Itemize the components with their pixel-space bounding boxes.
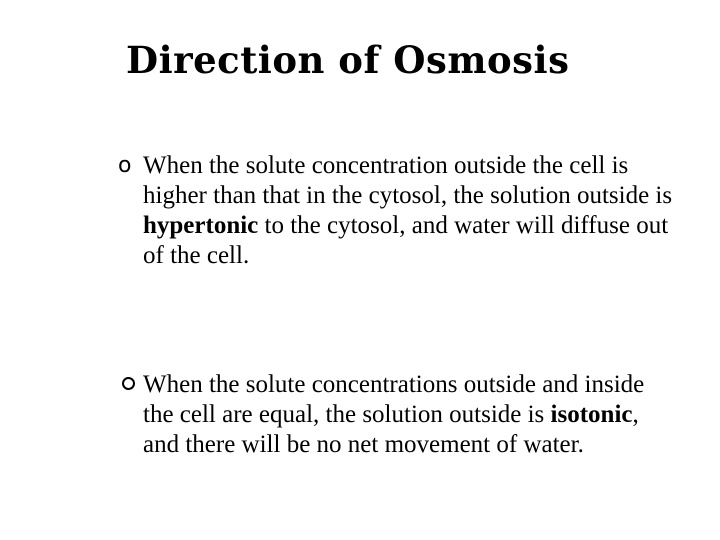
- bullet-text: [143, 151, 678, 271]
- bullet-bold-term: isotonic: [550, 401, 633, 428]
- bullet-circle-icon: [122, 377, 135, 390]
- bullet-text-end: , and there will be no net movement of water.: [143, 401, 639, 458]
- bullet-text-end: to the cytosol, and water will diffuse out of the cell.: [143, 212, 669, 269]
- slide-title: Direction of Osmosis: [126, 38, 570, 82]
- bullet-marker: o: [118, 153, 132, 178]
- bullet-text-start: When the solute concentration outside the cell is higher than that in the cytosol, the solution outside is: [143, 152, 673, 209]
- bullet-text: [143, 370, 678, 460]
- bullet-item-hypertonic: [118, 151, 678, 271]
- bullet-text-start: When the solute concentrations outside and inside the cell are equal, the solution outside is: [143, 371, 645, 428]
- bullet-bold-term: hypertonic: [143, 212, 259, 239]
- bullet-item-isotonic: [118, 370, 678, 460]
